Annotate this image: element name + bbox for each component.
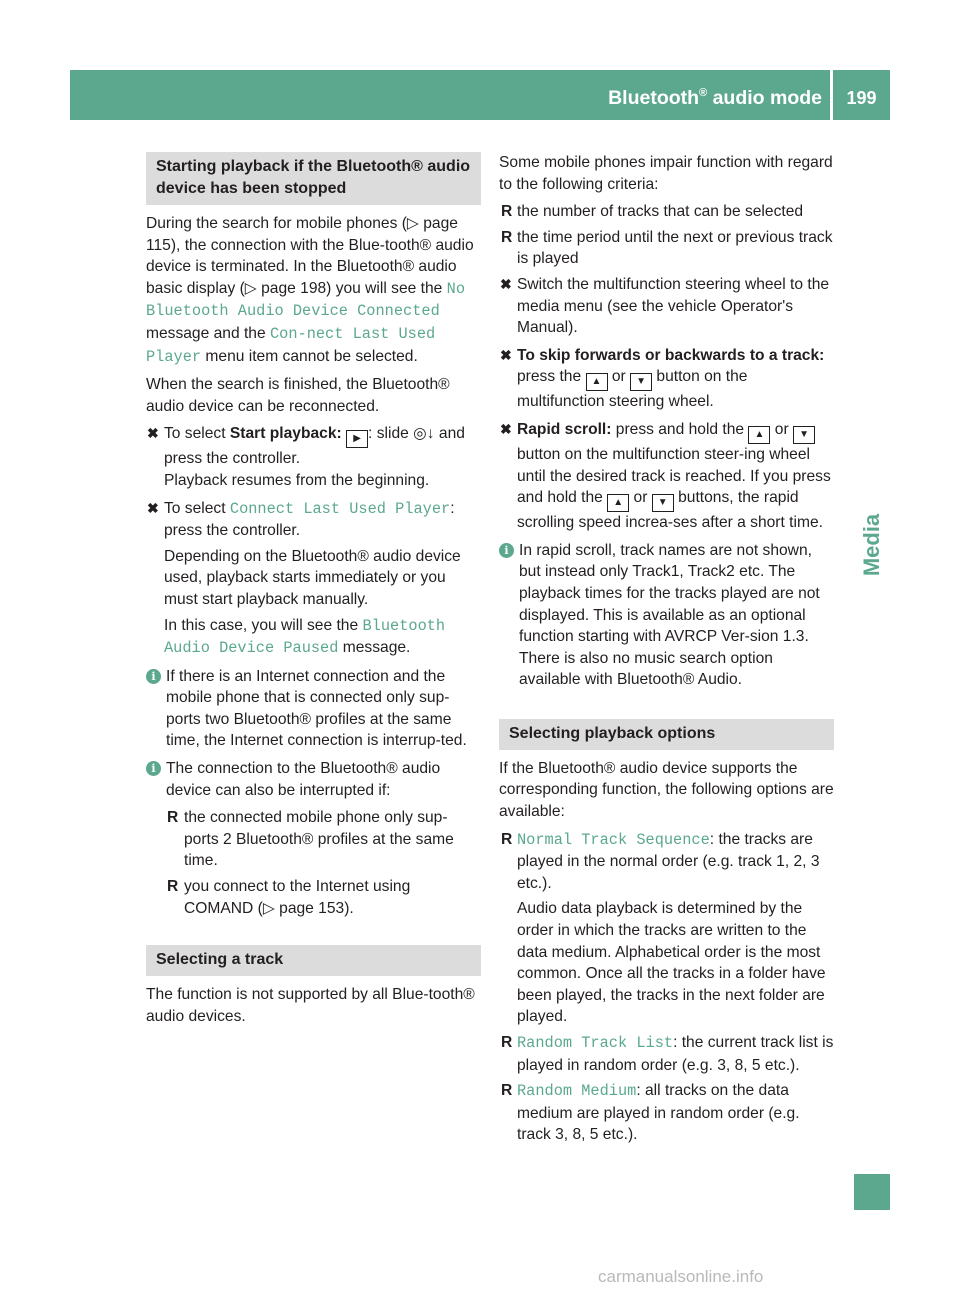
side-tab-marker (854, 1174, 890, 1210)
right-column (499, 152, 834, 1150)
list-item: R Random Track List: the current track list is played in random order (e.g. 3, 8, 5 etc.). (501, 1034, 834, 1074)
instruction-step: ✖ To select Connect Last Used Player: press the controller. Depending on the Bluetooth® audio device used, playback starts immediately or you must start playback manually. In this case, you will see the Bluetooth Audio Device Paused message. (147, 499, 461, 658)
side-tab-media: Media (859, 513, 884, 577)
up-button-icon: ▲ (607, 494, 629, 512)
list-item: R the number of tracks that can be selected (501, 203, 804, 221)
instruction-step: ✖ To skip forwards or backwards to a track: press the ▲ or ▼ button on the multifunction steering wheel. (500, 346, 825, 411)
paragraph: The function is not supported by all Blue-tooth® audio devices. (146, 986, 475, 1025)
paragraph: When the search is finished, the Bluetooth® audio device can be reconnected. (146, 376, 450, 415)
play-icon: ▶ (346, 430, 368, 448)
left-column (146, 152, 481, 1033)
controller-slide-icon: ◎↓ (413, 425, 435, 443)
section-heading-starting-playback: Starting playback if the Bluetooth® audio device has been stopped (146, 152, 481, 205)
step-arrow-icon: ✖ (147, 499, 159, 516)
display-message-no-device: No Bluetooth Audio Device Connected (146, 279, 466, 321)
menu-item-connect-last: Con-nect Last Used Player (146, 324, 436, 366)
option-normal-track-sequence: Normal Track Sequence (517, 830, 710, 849)
list-item: R the time period until the next or previous track is played (501, 228, 833, 268)
step-arrow-icon: ✖ (500, 346, 512, 363)
list-item: R the connected mobile phone only sup-ports 2 Bluetooth® profiles at the same time. (167, 809, 454, 870)
info-note: i In rapid scroll, track names are not shown, but instead only Track1, Track2 etc. The playback times for the tracks played are not displayed. This is available as an optional function starting with AVRCP Ver-sion 1.3. There is also no music search option available with Bluetooth® Audio. (499, 540, 834, 691)
up-button-icon: ▲ (748, 426, 770, 444)
down-button-icon: ▼ (793, 426, 815, 444)
step-arrow-icon: ✖ (500, 420, 512, 437)
info-note: i The connection to the Bluetooth® audio device can also be interrupted if: (146, 758, 481, 801)
display-message-paused: Bluetooth Audio Device Paused (164, 616, 446, 658)
list-item: R Normal Track Sequence: the tracks are played in the normal order (e.g. track 1, 2, 3 etc.). Audio data playback is determined by the order in which the tracks are written to the data medium. Alphabetical order is the most common. Once all the tracks in a folder have been played, the tracks in the next folder are played. (501, 830, 826, 1026)
info-note: i If there is an Internet connection and the mobile phone that is connected only sup-ports two Bluetooth® profiles at the same time, the Internet connection is interrup-ted. (146, 666, 481, 752)
paragraph: During the search for mobile phones (▷ page 115), the connection with the Blue-tooth® audio device is terminated. In the Bluetooth® audio basic display (▷ page 198) you will see the No Bluetooth Audio Device Connected message and the Con-nect Last Used Player menu item cannot be selected. (146, 215, 474, 366)
list-item: R Random Medium: all tracks on the data medium are played in random order (e.g. track 3, 8, 5 etc.). (501, 1082, 800, 1144)
watermark: carmanualsonline.info (598, 1267, 764, 1286)
step-arrow-icon: ✖ (147, 425, 159, 442)
down-button-icon: ▼ (630, 373, 652, 391)
page-title: Bluetooth® audio mode (608, 87, 822, 109)
up-button-icon: ▲ (586, 373, 608, 391)
instruction-step: ✖ Switch the multifunction steering wheel to the media menu (see the vehicle Operator's Manual). (500, 275, 830, 337)
info-icon: i (146, 669, 161, 684)
section-heading-playback-options: Selecting playback options (499, 719, 834, 750)
paragraph: Some mobile phones impair function with regard to the following criteria: (499, 154, 833, 193)
section-heading-selecting-track: Selecting a track (146, 945, 481, 976)
option-random-track-list: Random Track List (517, 1034, 674, 1052)
page-number: 199 (833, 70, 890, 120)
option-random-medium: Random Medium (517, 1082, 637, 1101)
step-arrow-icon: ✖ (500, 275, 512, 292)
info-icon: i (146, 761, 161, 776)
instruction-step: ✖ To select Start playback: ▶ : slide ◎↓ and press the controller. Playback resumes from the beginning. (147, 425, 465, 489)
down-button-icon: ▼ (652, 494, 674, 512)
info-icon: i (499, 543, 514, 558)
instruction-step: ✖ Rapid scroll: press and hold the ▲ or ▼ button on the multifunction steer-ing wheel until the desired track is reached. If you press and hold the ▲ or ▼ buttons, the rapid scrolling speed increa-ses after a short time. (500, 420, 831, 532)
list-item: R you connect to the Internet using COMAND (▷ page 153). (167, 878, 411, 917)
paragraph: If the Bluetooth® audio device supports the corresponding function, the following options are available: (499, 759, 834, 821)
menu-item-connect-last-used: Connect Last Used Player (229, 499, 451, 518)
